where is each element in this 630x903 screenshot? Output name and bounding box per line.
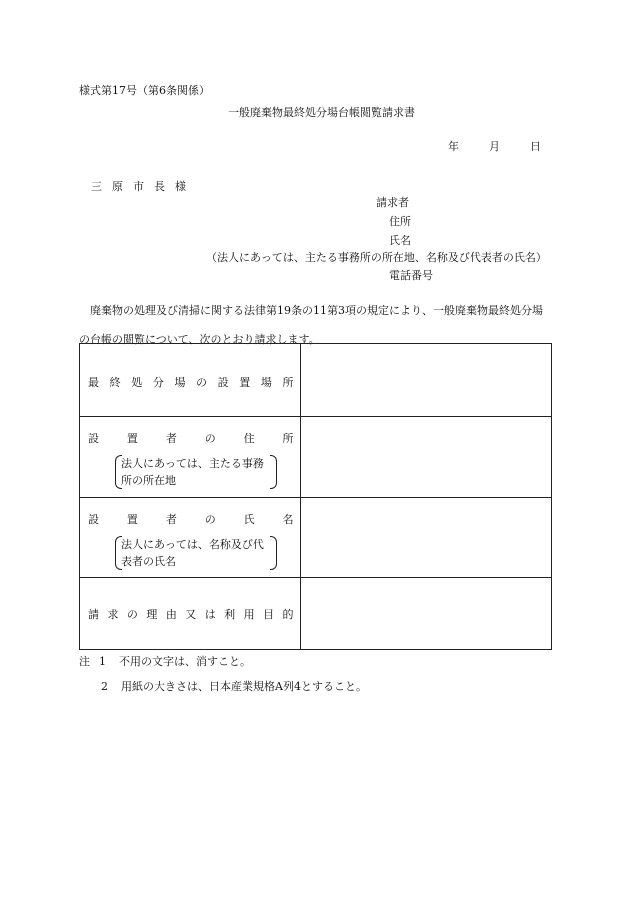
requester-corporation-note: （法人にあっては、主たる事務所の所在地、名称及び代表者の氏名） [206,251,547,264]
note-1 [79,653,251,669]
label-char: 名 [282,513,294,526]
note-2 [101,678,367,694]
label-char: 設 [88,432,99,445]
date-line [448,138,541,154]
note-number: 1 [99,655,106,668]
requester-name-label: 氏名 [389,234,411,247]
installer-address-input[interactable] [300,417,551,498]
table-row [80,498,552,578]
label-char: 住 [243,432,255,445]
label-char: 者 [165,432,177,445]
document-title: 一般廃棄物最終処分場台帳閲覧請求書 [228,106,415,119]
request-purpose-label-cell [80,578,301,650]
label-char: 終 [109,376,121,389]
table-row [80,417,552,498]
label-char: 由 [165,608,177,621]
label-char: 氏 [243,513,255,526]
label-char: 置 [239,376,251,389]
label-char: 理 [146,608,158,621]
date-year-label: 年 [448,140,459,153]
label-char: 場 [174,376,186,389]
label-char: 請 [88,608,99,621]
note-number: 2 [101,680,108,693]
request-purpose-input[interactable] [300,578,551,650]
table-row [80,578,552,650]
label-char: 処 [131,376,143,389]
label-char: 目 [263,608,275,621]
label-char: の [196,376,208,389]
label-char: の [204,513,216,526]
label-char: 又 [185,608,197,621]
label-char: 最 [88,376,99,389]
spread-label [88,430,294,446]
requester-phone-label: 電話番号 [389,269,433,282]
request-form-table [79,343,552,650]
label-char: の [126,608,138,621]
label-char: 所 [282,432,294,445]
note-text: 用紙の大きさは、日本産業規格A列4とすること。 [121,680,367,693]
disposal-site-location-input[interactable] [300,344,551,417]
label-char: 所 [282,376,294,389]
spread-label [88,606,294,622]
form-number: 様式第17号（第6条関係） [79,84,210,97]
spread-label [88,374,294,390]
label-char: の [204,432,216,445]
requester-heading: 請求者 [376,196,409,209]
label-char: 者 [165,513,177,526]
label-char: は [204,608,216,621]
request-body-text: 廃棄物の処理及び清掃に関する法律第19条の11第3項の規定により、一般廃棄物最終処分場の台帳の閲覧について、次のとおり請求します。 [79,304,543,346]
installer-name-label-cell [80,498,301,578]
label-char: 的 [282,608,294,621]
table-row [80,344,552,417]
label-char: 設 [217,376,229,389]
label-char: 求 [107,608,119,621]
installer-address-note: 法人にあっては、主たる事務所の所在地 [115,455,277,489]
installer-address-label-cell [80,417,301,498]
date-day-label: 日 [530,140,541,153]
date-month-label: 月 [489,140,500,153]
label-char: 場 [260,376,272,389]
label-char: 利 [224,608,236,621]
disposal-site-location-label-cell [80,344,301,417]
spread-label [88,511,294,527]
note-text: 不用の文字は、消すこと。 [119,655,251,668]
addressee: 三原市長様 [91,180,196,193]
label-char: 置 [126,432,138,445]
notes-heading: 注 [79,655,90,668]
label-char: 用 [243,608,255,621]
label-char: 置 [126,513,138,526]
label-char: 設 [88,513,99,526]
installer-name-note: 法人にあっては、名称及び代表者の氏名 [115,536,277,570]
requester-address-label: 住所 [389,215,411,228]
label-char: 分 [152,376,164,389]
installer-name-input[interactable] [300,498,551,578]
